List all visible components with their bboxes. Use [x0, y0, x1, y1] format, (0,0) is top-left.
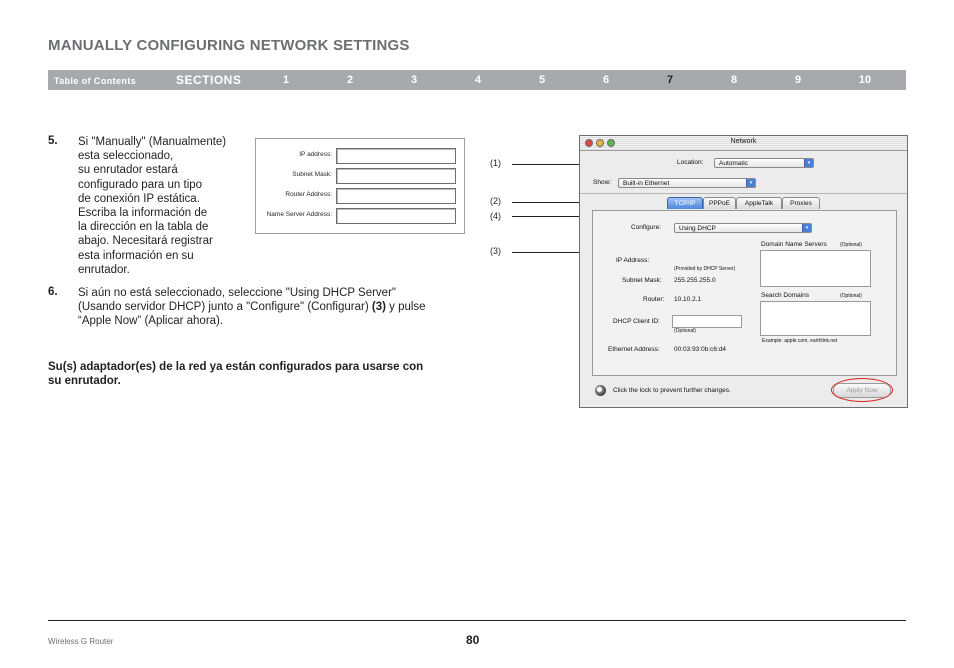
step-6-text	[78, 286, 478, 329]
step-5-line: su enrutador estará	[78, 164, 178, 177]
step-5-line: Si "Manually" (Manualmente)	[78, 136, 227, 148]
dns-servers-textarea[interactable]	[760, 250, 871, 287]
select-arrows-icon: ▾	[746, 179, 755, 187]
ip-address-label: IP address:	[299, 151, 332, 158]
ip-address-note: (Provided by DHCP Server)	[674, 266, 736, 272]
step-6-line-text: (Usando servidor DHCP) junto a "Configure" (Configurar)	[78, 301, 369, 314]
ethernet-address-value: 00:03:93:0b:c6:d4	[674, 346, 727, 353]
configure-label: Configure:	[631, 224, 661, 231]
summary-line: Su(s) adaptador(es) de la red ya están configurados para usarse con	[48, 361, 424, 373]
step-5-line: esta información en su	[78, 249, 194, 262]
footer-product-name: Wireless G Router	[48, 637, 114, 646]
subnet-mask-label: Subnet Mask:	[622, 277, 662, 284]
step-6-number: 6.	[48, 286, 58, 298]
step-6-line-text: y pulse	[389, 301, 426, 314]
callout-4: (4)	[490, 211, 501, 221]
step-5-line: enrutador.	[78, 263, 130, 276]
configure-select[interactable]	[674, 223, 812, 233]
search-domains-label: Search Domains	[761, 292, 810, 299]
dhcp-client-id-note: (Optional)	[674, 328, 696, 334]
router-address-row	[256, 187, 464, 205]
section-link-6[interactable]: 6	[602, 74, 610, 86]
router-label: Router:	[643, 296, 665, 303]
section-nav-bar	[48, 70, 906, 90]
section-link-7-active[interactable]: 7	[666, 74, 674, 86]
section-link-4[interactable]: 4	[474, 74, 482, 86]
search-domains-textarea[interactable]	[760, 301, 871, 336]
show-select[interactable]	[618, 178, 756, 188]
lock-icon[interactable]	[595, 385, 606, 396]
select-arrows-icon: ▾	[804, 159, 813, 167]
subnet-mask-field	[336, 168, 456, 184]
name-server-label: Name Server Address:	[266, 211, 332, 218]
select-arrows-icon: ▾	[802, 224, 811, 232]
dns-label: Domain Name Servers	[761, 241, 827, 248]
page-number: 80	[466, 633, 480, 647]
show-value: Built-in Ethernet	[623, 180, 670, 187]
subnet-mask-value: 255.255.255.0	[674, 277, 716, 284]
dns-optional: (Optional)	[840, 242, 862, 248]
step-6-line: “Apple Now” (Aplicar ahora).	[78, 315, 224, 328]
tab-appletalk[interactable]: AppleTalk	[736, 197, 782, 209]
footer-divider	[48, 620, 906, 621]
section-link-2[interactable]: 2	[346, 74, 354, 86]
search-domains-optional: (Optional)	[840, 293, 862, 299]
location-label: Location:	[677, 159, 704, 166]
step-6-callout-ref: (3)	[371, 301, 386, 314]
dhcp-client-id-input[interactable]	[672, 315, 742, 328]
summary-line: su enrutador.	[48, 375, 121, 388]
tab-pppoe[interactable]: PPPoE	[703, 197, 736, 209]
show-label: Show:	[593, 179, 612, 186]
step-5-line: configurado para un tipo	[78, 178, 203, 191]
ethernet-address-label: Ethernet Address:	[608, 346, 660, 353]
apply-now-highlight	[831, 378, 893, 402]
step-5-line: la dirección en la tabla de	[78, 221, 209, 234]
step-5-line: Escriba la información de	[78, 207, 208, 220]
step-5-line: de conexión IP estática.	[78, 192, 200, 205]
section-link-10[interactable]: 10	[858, 74, 872, 86]
step-5-line: abajo. Necesitará registrar	[78, 235, 213, 248]
apply-now-button[interactable]: Apply Now	[833, 383, 891, 398]
step-6-line: Si aún no está seleccionado, seleccione "Using DHCP Server"	[78, 287, 396, 299]
subnet-mask-row	[256, 167, 464, 185]
section-link-8[interactable]: 8	[730, 74, 738, 86]
ip-address-label: IP Address:	[616, 257, 650, 264]
search-domains-example: Example: apple.com, earthlink.net	[762, 338, 838, 344]
callout-3: (3)	[490, 246, 501, 256]
router-address-label: Router Address:	[285, 191, 332, 198]
lock-hint: Click the lock to prevent further changes.	[613, 387, 731, 394]
ip-address-field	[336, 148, 456, 164]
router-value: 10.10.2.1	[674, 296, 702, 303]
section-link-3[interactable]: 3	[410, 74, 418, 86]
sections-label: SECTIONS	[176, 73, 242, 87]
location-select[interactable]	[714, 158, 814, 168]
window-titlebar	[580, 136, 907, 151]
location-value: Automatic	[719, 160, 748, 167]
summary-note	[48, 360, 478, 388]
step-6-line	[78, 300, 478, 314]
step-5-line: esta seleccionado,	[78, 150, 174, 163]
section-link-9[interactable]: 9	[794, 74, 802, 86]
subnet-mask-label: Subnet Mask:	[292, 171, 332, 178]
section-link-5[interactable]: 5	[538, 74, 546, 86]
step-5-number: 5.	[48, 135, 58, 147]
tab-proxies[interactable]: Proxies	[782, 197, 820, 209]
dhcp-client-id-label: DHCP Client ID:	[613, 318, 660, 325]
divider	[580, 193, 907, 194]
ip-address-row	[256, 147, 464, 165]
step-5-text	[78, 135, 248, 277]
page-title: MANUALLY CONFIGURING NETWORK SETTINGS	[48, 37, 410, 54]
static-ip-form-figure	[255, 138, 465, 234]
tab-tcpip[interactable]: TCP/IP	[667, 197, 703, 209]
configure-value: Using DHCP	[679, 225, 716, 232]
section-link-1[interactable]: 1	[282, 74, 290, 86]
table-of-contents-link[interactable]: Table of Contents	[54, 76, 137, 86]
callout-1: (1)	[490, 158, 501, 168]
router-address-field	[336, 188, 456, 204]
network-preferences-window	[579, 135, 908, 408]
callout-2: (2)	[490, 196, 501, 206]
name-server-row	[256, 207, 464, 225]
name-server-field	[336, 208, 456, 224]
window-title: Network	[730, 138, 757, 145]
